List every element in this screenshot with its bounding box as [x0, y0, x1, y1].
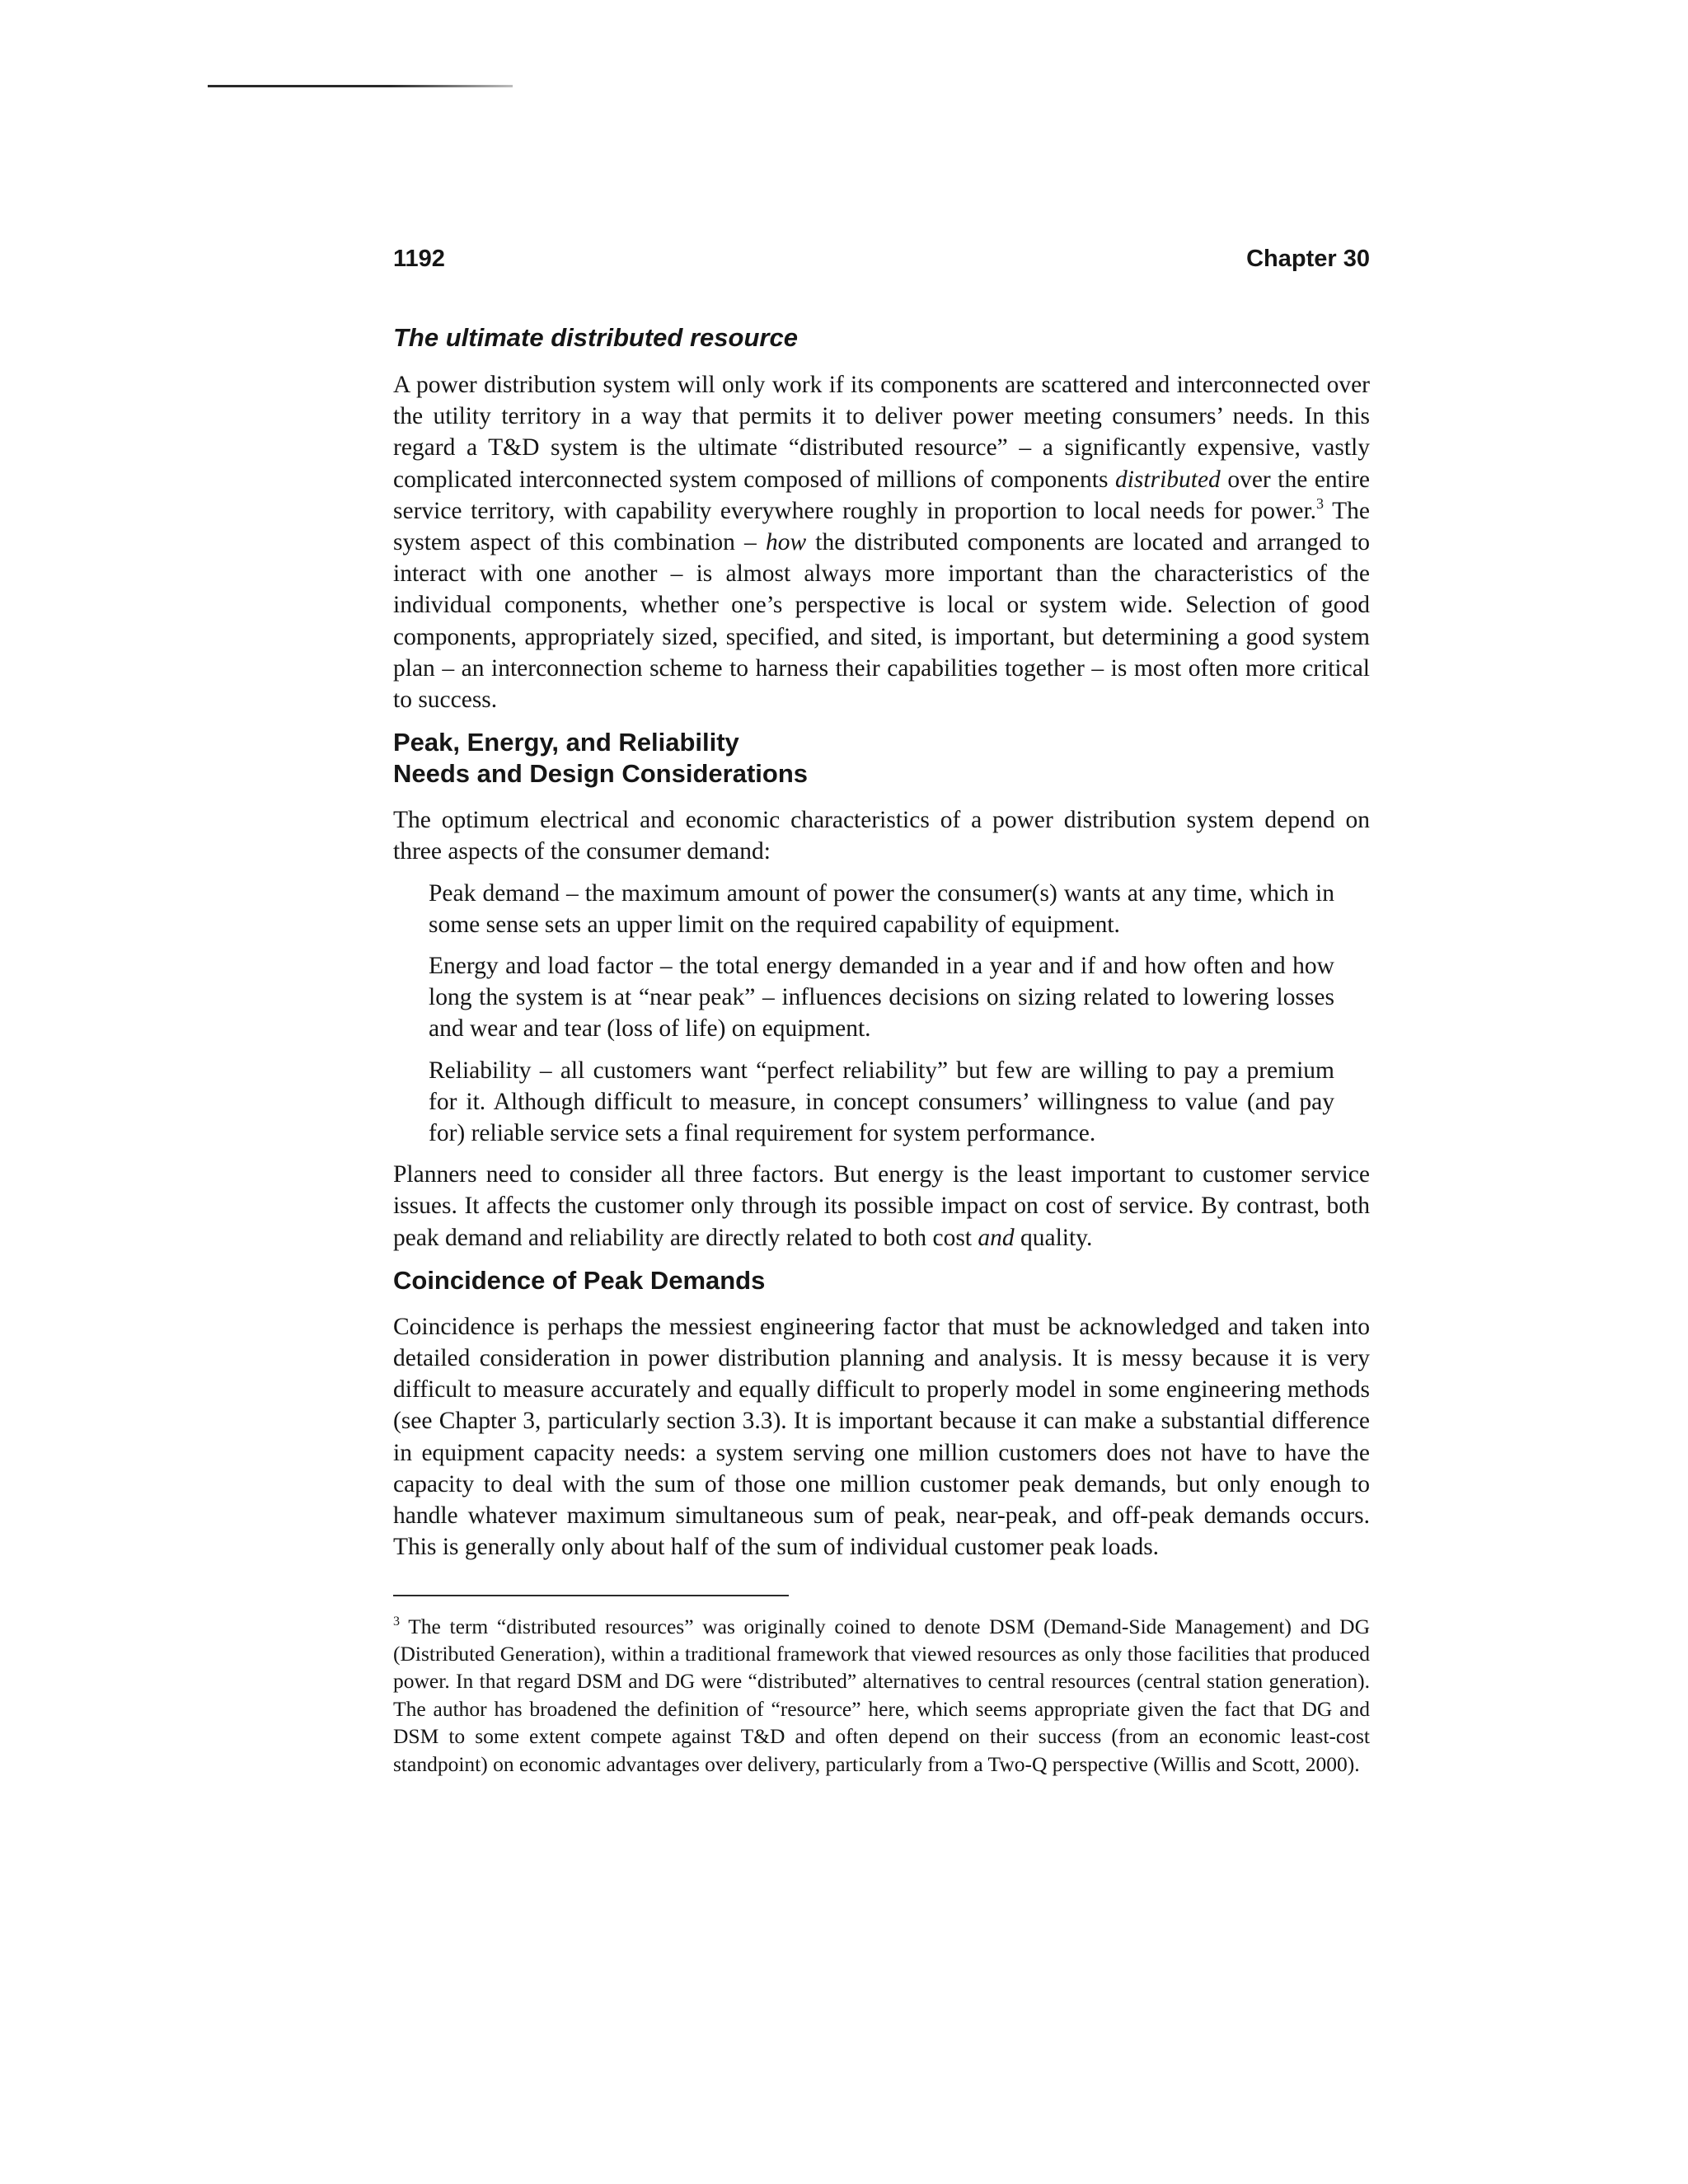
emphasis-and: and: [978, 1224, 1015, 1251]
section-title-line-2: Needs and Design Considerations: [393, 759, 808, 789]
chapter-label: Chapter 30: [1246, 246, 1370, 272]
text-run: Planners need to consider all three factors. But energy is the least important to customer service issues. It affects the customer only through its possible impact on cost of service. By contrast, both peak demand and reliability are directly related to both cost: [393, 1161, 1370, 1251]
scan-top-rule: [208, 85, 513, 87]
footnote-reference: 3: [1316, 494, 1325, 512]
paragraph-planners: [393, 1159, 1370, 1254]
footnote-text: The term “distributed resources” was originally coined to denote DSM (Demand-Side Management) and DG (Distributed Generation), within a traditional framework that viewed resources as only those facilities that produced power. In that regard DSM and DG were “distributed” alternatives to central resources (central station generation). The author has broadened the definition of “resource” here, which seems appropriate given the fact that DG and DSM to some extent compete against T&D and often depend on their success (from an economic least-cost standpoint) on economic advantages over delivery, particularly from a Two-Q perspective (Willis and Scott, 2000).: [393, 1614, 1370, 1776]
running-head: [393, 246, 1370, 279]
text-run: quality.: [1014, 1224, 1093, 1251]
list-item-energy-load-factor: Energy and load factor – the total energy demanded in a year and if and how often and how long the system is at “near peak” – influences decisions on sizing related to lowering losses and wear and tear (loss of life) on equipment.: [429, 953, 1334, 1043]
section-title-peak-energy-reliability: [393, 727, 1370, 790]
emphasis-distributed: distributed: [1114, 466, 1221, 493]
footnote-divider: [393, 1595, 789, 1596]
section-title-coincidence: Coincidence of Peak Demands: [393, 1265, 766, 1295]
emphasis-how: how: [765, 529, 807, 556]
text-run: over the entire service territory, with capability everywhere roughly in proportion to local needs for power.: [393, 466, 1370, 524]
paragraph-intro: The optimum electrical and economic characteristics of a power distribution system depend on three aspects of the consumer demand:: [393, 807, 1370, 865]
text-run: the distributed components are located and arranged to interact with one another – is almost always more important than the characteristics of the individual components, whether one’s perspective is local or system wide. Selection of good components, appropriately sized, specified, and sited, is important, but determining a good system plan – an interconnection scheme to harness their capabilities together – is most often more critical to success.: [393, 529, 1370, 714]
footnote-3: [393, 1613, 1370, 1778]
list-item-peak-demand: Peak demand – the maximum amount of power the consumer(s) wants at any time, which in some sense sets an upper limit on the required capability of equipment.: [429, 879, 1334, 938]
text-run: The system aspect of this combination –: [393, 497, 1370, 556]
footnote-marker: 3: [393, 1614, 400, 1629]
section-title-distributed-resource: The ultimate distributed resource: [393, 323, 798, 352]
page-body: [393, 321, 1370, 1778]
paragraph-coincidence: Coincidence is perhaps the messiest engineering factor that must be acknowledged and taken into detailed consideration in power distribution planning and analysis. It is messy because it is very difficult to measure accurately and equally difficult to properly model in some engineering methods (see Chapter 3, particularly section 3.3). It is important because it can make a substantial difference in equipment capacity needs: a system serving one million customers does not have to have the capacity to deal with the sum of those one million customer peak demands, but only enough to handle whatever maximum simultaneous sum of peak, near-peak, and off-peak demands occurs. This is generally only about half of the sum of individual customer peak loads.: [393, 1313, 1370, 1561]
paragraph-distributed-resource: [393, 369, 1370, 715]
section-title-line-1: Peak, Energy, and Reliability: [393, 728, 739, 757]
text-run: A power distribution system will only work if its components are scattered and interconnected over the utility territory in a way that permits it to deliver power meeting consumers’ needs. In this regard a T&D system is the ultimate “distributed resource” – a significantly expensive, vastly complicated interconnected system composed of millions of components: [393, 372, 1370, 493]
list-item-reliability: Reliability – all customers want “perfect reliability” but few are willing to pay a premium for it. Although difficult to measure, in concept consumers’ willingness to value (and pay for) reliable service sets a final requirement for system performance.: [429, 1057, 1334, 1147]
page-number: 1192: [393, 246, 445, 272]
